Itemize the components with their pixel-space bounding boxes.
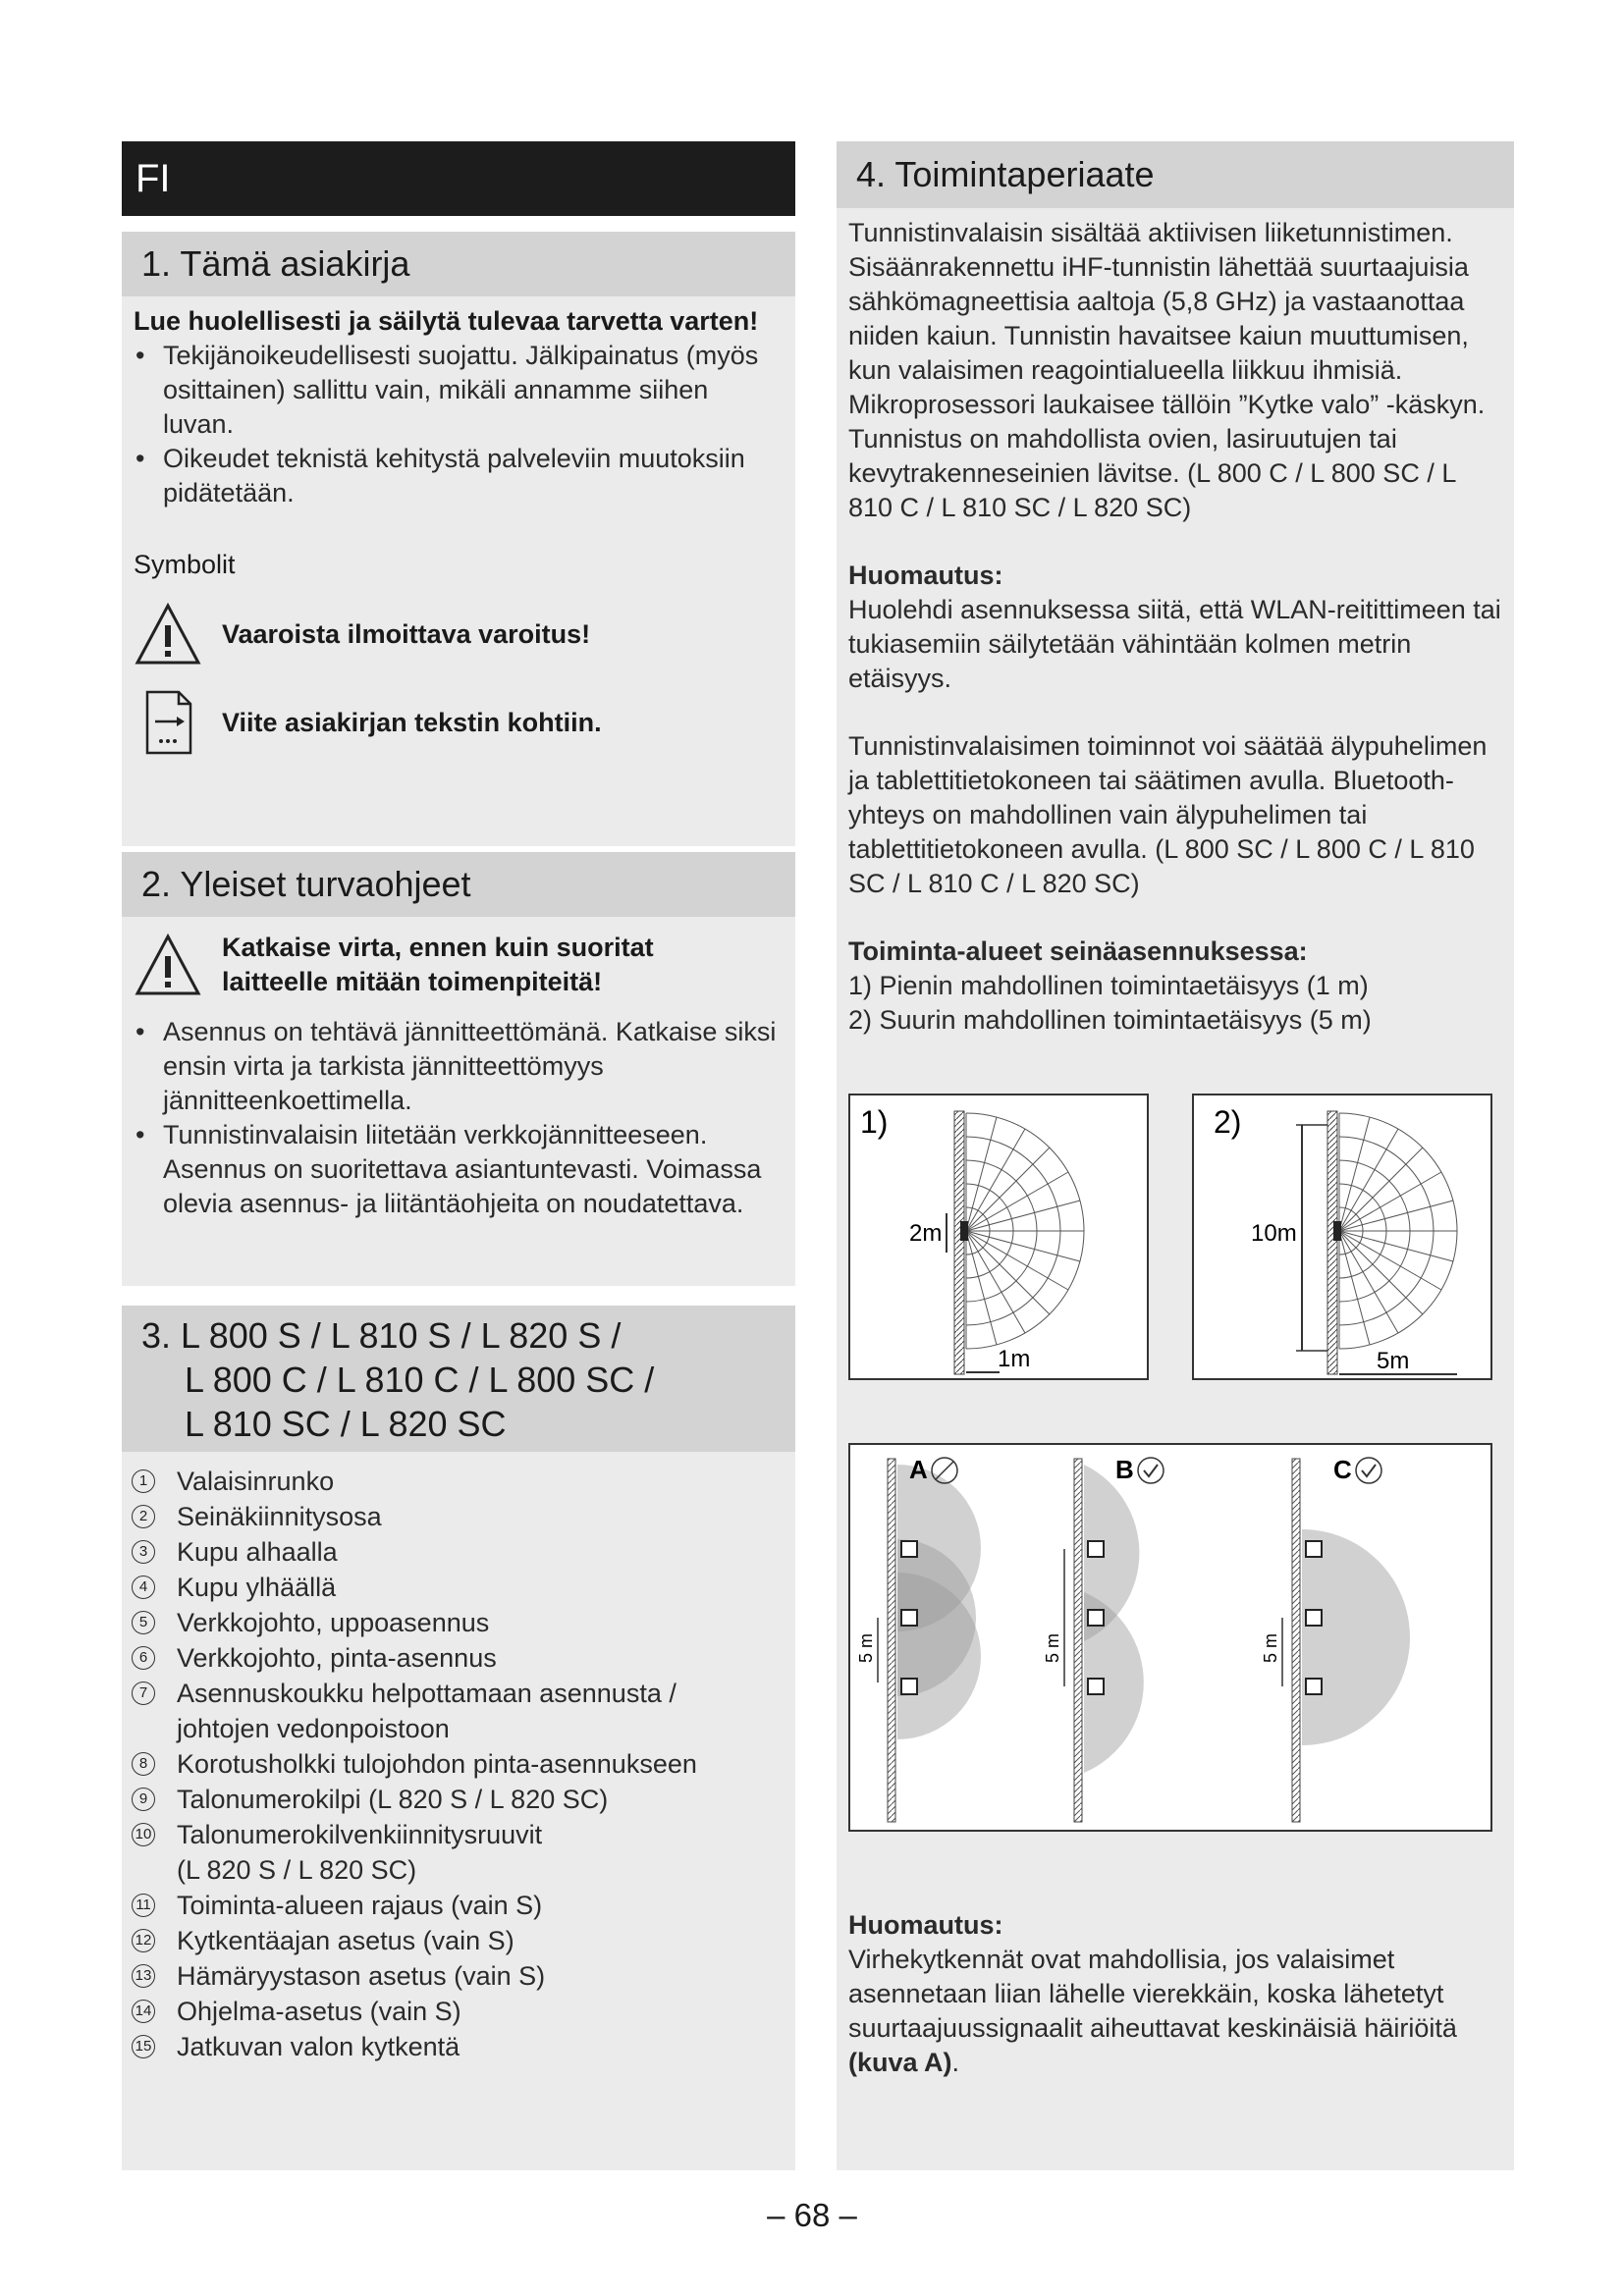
symbol-reference-text: Viite asiakirjan tekstin kohtiin. <box>222 707 602 737</box>
scenario-b <box>1043 1455 1164 1822</box>
list-item: 12 Kytkentäajan asetus (vain S) <box>122 1923 795 1958</box>
safety-warning-row <box>134 931 784 999</box>
height-label: 10m <box>1251 1220 1297 1247</box>
list-item: 5 Verkkojohto, uppoasennus <box>122 1605 795 1640</box>
figure-reference: (kuva A) <box>848 2048 952 2077</box>
section-document <box>122 232 795 846</box>
list-item: 10 Talonumerokilvenkiinnitysruuvit (L 820 S / L 820 SC) <box>122 1817 795 1888</box>
max-range-diagram <box>1194 1095 1490 1378</box>
figure-label: 2) <box>1214 1104 1242 1140</box>
areas-item: 2) Suurin mahdollinen toimintaetäisyys (5 m) <box>848 1005 1372 1035</box>
list-item: 6 Verkkojohto, pinta-asennus <box>122 1640 795 1676</box>
note-text: Huolehdi asennuksessa siitä, että WLAN-reitittimeen tai tukiasemiin säilytetään vähintään kolmen metrin etäisyys. <box>848 595 1501 693</box>
warning-triangle-icon <box>134 931 202 999</box>
right-column <box>837 141 1514 2170</box>
section3-title-line: 3. L 800 S / L 810 S / L 820 S / <box>141 1315 622 1356</box>
section3-title-line: L 800 C / L 810 C / L 800 SC / <box>185 1360 655 1400</box>
figure-max-range <box>1192 1094 1492 1380</box>
list-item: • Asennus on tehtävä jännitteettömänä. Katkaise siksi ensin virta ja tarkista jännitteettömyys jännitteenkoettimella. <box>134 1015 784 1118</box>
section3-title <box>122 1306 795 1452</box>
list-item: 11 Toiminta-alueen rajaus (vain S) <box>122 1888 795 1923</box>
symbol-warning-row <box>134 600 784 668</box>
section4-title: 4. Toimintaperiaate <box>837 141 1514 208</box>
symbol-reference-row <box>134 688 784 757</box>
symbol-warning-text: Vaaroista ilmoittava varoitus! <box>222 618 591 649</box>
spacing-label: 5 m <box>1043 1632 1062 1663</box>
section1-intro: Lue huolellisesti ja säilytä tulevaa tarvetta varten! <box>134 306 759 336</box>
warning-triangle-icon <box>134 600 202 668</box>
width-label: 5m <box>1377 1348 1410 1374</box>
list-item: 4 Kupu ylhäällä <box>122 1570 795 1605</box>
not-allowed-icon <box>936 1462 953 1479</box>
section3-title-line: L 810 SC / L 820 SC <box>185 1404 507 1444</box>
scenario-c <box>1261 1455 1410 1822</box>
list-item: • Tunnistinvalaisin liitetään verkkojännitteeseen. Asennus on suoritettava asiantuntevasti. Voimassa olevia asennus- ja liitäntäohjeita on noudatettava. <box>134 1118 784 1221</box>
scenario-a <box>856 1455 981 1822</box>
section2-title: 2. Yleiset turvaohjeet <box>122 852 795 917</box>
section-models <box>122 1306 795 2170</box>
document-reference-icon <box>134 688 202 757</box>
height-label: 2m <box>909 1220 943 1247</box>
list-item: 1 Valaisinrunko <box>122 1464 795 1499</box>
left-column <box>122 141 795 2061</box>
spacing-label: 5 m <box>856 1632 876 1663</box>
list-item: 8 Korotusholkki tulojohdon pinta-asennukseen <box>122 1746 795 1782</box>
check-icon <box>1144 1465 1158 1476</box>
areas-item: 1) Pienin mahdollinen toimintaetäisyys (1 m) <box>848 971 1369 1000</box>
list-item: 2 Seinäkiinnitysosa <box>122 1499 795 1534</box>
spacing-label: 5 m <box>1261 1632 1280 1663</box>
list-item: • Tekijänoikeudellisesti suojattu. Jälkipainatus (myös osittainen) sallittu vain, mikäli annamme siihen luvan. <box>134 339 784 442</box>
section4-paragraph: Tunnistinvalaisimen toiminnot voi säätää älypuhelimen ja tablettitietokoneen tai säätimen avulla. Bluetooth-yhteys on mahdollinen vain älypuhelimen tai tablettitietokoneen avulla. (L 800 SC / L 800 C / L 810 SC / L 810 C / L 820 SC) <box>848 731 1488 898</box>
list-item: 15 Jatkuvan valon kytkentä <box>122 2029 795 2064</box>
safety-warning-text: Katkaise virta, ennen kuin suoritat laitteelle mitään toimenpiteitä! <box>222 933 654 996</box>
page-number: – 68 – <box>767 2197 857 2233</box>
symbols-heading: Symbolit <box>134 550 236 579</box>
note-text: Virhekytkennät ovat mahdollisia, jos valaisimet asennetaan liian lähelle vierekkäin, koska lähetetyt suurtaajuussignaalit aiheuttavat keskinäisiä häiriöitä (kuva A). <box>848 1945 1457 2077</box>
figure-label: 1) <box>860 1104 889 1140</box>
list-item: • Oikeudet teknistä kehitystä palveleviin muutoksiin pidätetään. <box>134 442 784 510</box>
parts-list <box>122 1464 795 2064</box>
min-range-diagram <box>850 1095 1147 1378</box>
list-item: 14 Ohjelma-asetus (vain S) <box>122 1994 795 2029</box>
section4-paragraph: Tunnistinvalaisin sisältää aktiivisen liiketunnistimen. Sisäänrakennettu iHF-tunnistin lähettää suurtaajuisia sähkömagneettisia aaltoja (5,8 GHz) ja vastaanottaa niiden kaiun. Tunnistin havaitsee kaiun muuttumisen, kun valaisimen reagointialueella liikkuu ihmisiä. Mikroprosessori laukaisee tällöin ”Kytke valo” -käskyn. Tunnistus on mahdollista ovien, lasiruutujen tai kevytrakenneseinien lävitse. (L 800 C / L 800 SC / L 810 C / L 810 SC / L 820 SC) <box>848 218 1486 522</box>
list-item: 7 Asennuskoukku helpottamaan asennusta / johtojen vedonpoistoon <box>122 1676 795 1746</box>
scenario-label: A <box>909 1455 928 1484</box>
section1-title: 1. Tämä asiakirja <box>122 232 795 296</box>
note-heading: Huomautus: <box>848 561 1003 590</box>
section-safety <box>122 852 795 1286</box>
scenario-label: B <box>1115 1455 1134 1484</box>
scenario-label: C <box>1333 1455 1352 1484</box>
language-tag: FI <box>122 141 795 216</box>
section1-bullets <box>134 339 784 510</box>
section2-bullets <box>134 1015 784 1221</box>
areas-heading: Toiminta-alueet seinäasennuksessa: <box>848 936 1308 966</box>
figure-spacing <box>848 1443 1492 1832</box>
spacing-diagram <box>850 1445 1490 1830</box>
figure-min-range <box>848 1094 1149 1380</box>
list-item: 9 Talonumerokilpi (L 820 S / L 820 SC) <box>122 1782 795 1817</box>
check-icon <box>1362 1465 1376 1476</box>
width-label: 1m <box>998 1346 1031 1372</box>
note-heading: Huomautus: <box>848 1910 1003 1940</box>
list-item: 13 Hämäryystason asetus (vain S) <box>122 1958 795 1994</box>
list-item: 3 Kupu alhaalla <box>122 1534 795 1570</box>
